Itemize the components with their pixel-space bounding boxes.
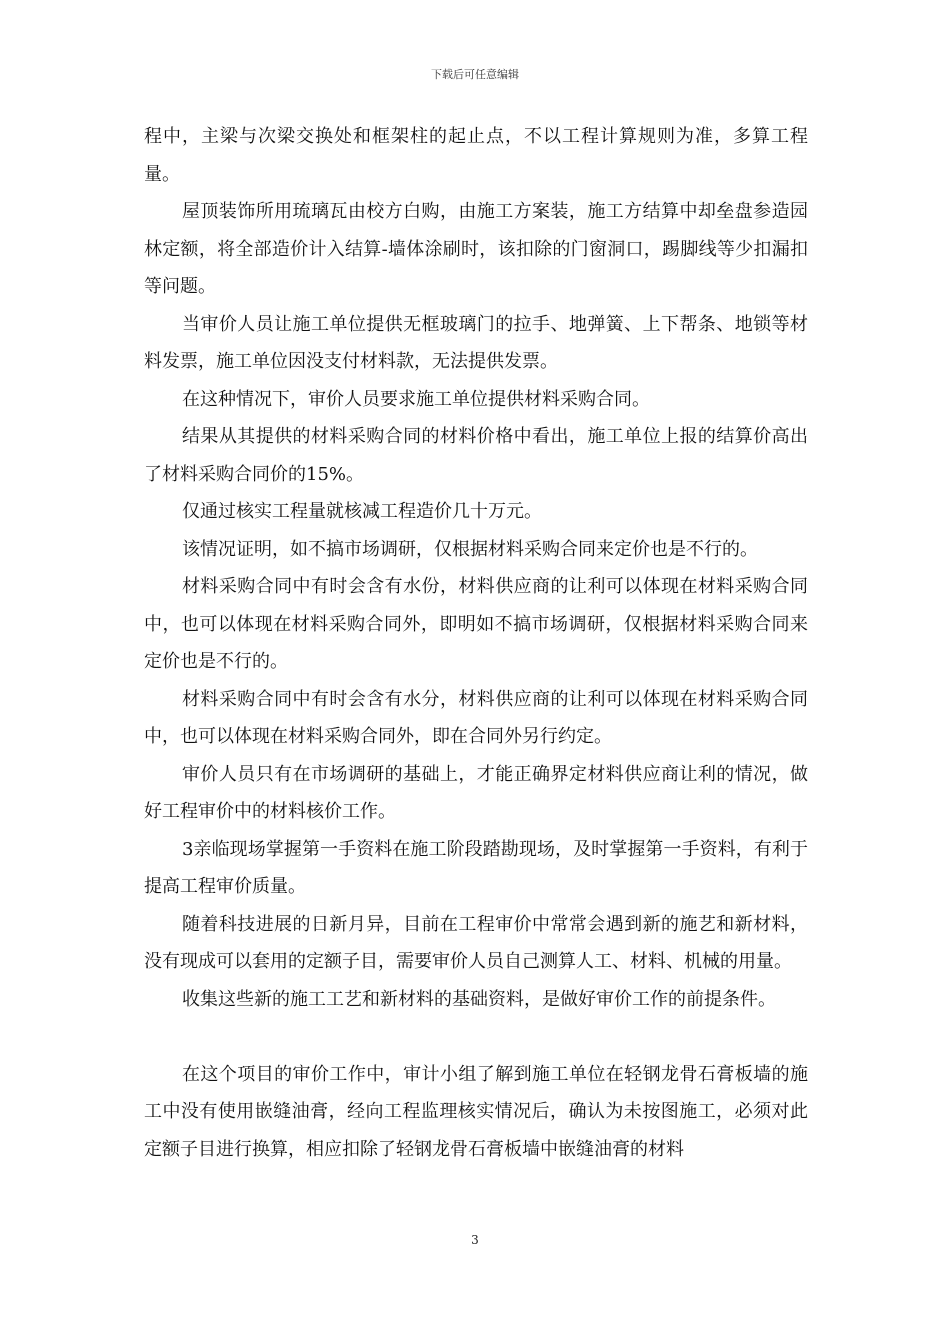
paragraph-9: 材料采购合同中有时会含有水分，材料供应商的让利可以体现在材料采购合同中，也可以体现在材料采购合同外，即在合同外另行约定。 [144,688,808,747]
paragraph-8: 材料采购合同中有时会含有水份，材料供应商的让利可以体现在材料采购合同中，也可以体现在材料采购合同外，即明如不搞市场调研，仅根据材料采购合同来定价也是不行的。 [144,576,808,672]
paragraph-13: 收集这些新的施工工艺和新材料的基础资料，是做好审价工作的前提条件。 [182,988,776,1010]
paragraph-1: 程中，主梁与次梁交换处和框架柱的起止点，不以工程计算规则为准，多算工程量。 [144,126,808,185]
paragraph-6: 仅通过核实工程量就核减工程造价几十万元。 [182,501,542,522]
paragraph-4: 在这种情况下，审价人员要求施工单位提供材料采购合同。 [182,388,650,410]
page-header: 下载后可任意编辑 [431,68,519,81]
paragraph-gap [144,1018,808,1056]
paragraph-14: 在这个项目的审价工作中，审计小组了解到施工单位在轻钢龙骨石膏板墙的施工中没有使用嵌缝油膏，经向工程监理核实情况后，确认为未按图施工，必须对此定额子目进行换算，相应扣除了轻钢龙骨石膏板墙中嵌缝油膏的材料 [144,1063,808,1160]
document-body [144,118,808,1168]
paragraph-7: 该情况证明，如不搞市场调研，仅根据材料采购合同来定价也是不行的。 [182,538,758,560]
paragraph-12: 随着科技进展的日新月异，目前在工程审价中常常会遇到新的施艺和新材料，没有现成可以套用的定额子目，需要审价人员自己测算人工、材料、机械的用量。 [144,913,808,972]
page-number: 3 [471,1233,479,1247]
paragraph-3: 当审价人员让施工单位提供无框玻璃门的拉手、地弹簧、上下帮条、地锁等材料发票，施工单位因没支付材料款，无法提供发票。 [144,313,808,372]
paragraph-5: 结果从其提供的材料采购合同的材料价格中看出，施工单位上报的结算价高出了材料采购合同价的15%。 [144,426,808,485]
paragraph-11: 3亲临现场掌握第一手资料在施工阶段踏勘现场，及时掌握第一手资料，有利于提高工程审价质量。 [144,838,808,897]
paragraph-10: 审价人员只有在市场调研的基础上，才能正确界定材料供应商让利的情况，做好工程审价中的材料核价工作。 [144,763,808,822]
paragraph-2: 屋顶装饰所用琉璃瓦由校方白购，由施工方案装，施工方结算中却垒盘参造园林定额，将全部造价计入结算-墙体涂刷时，该扣除的门窗洞口，踢脚线等少扣漏扣等问题。 [144,201,808,297]
